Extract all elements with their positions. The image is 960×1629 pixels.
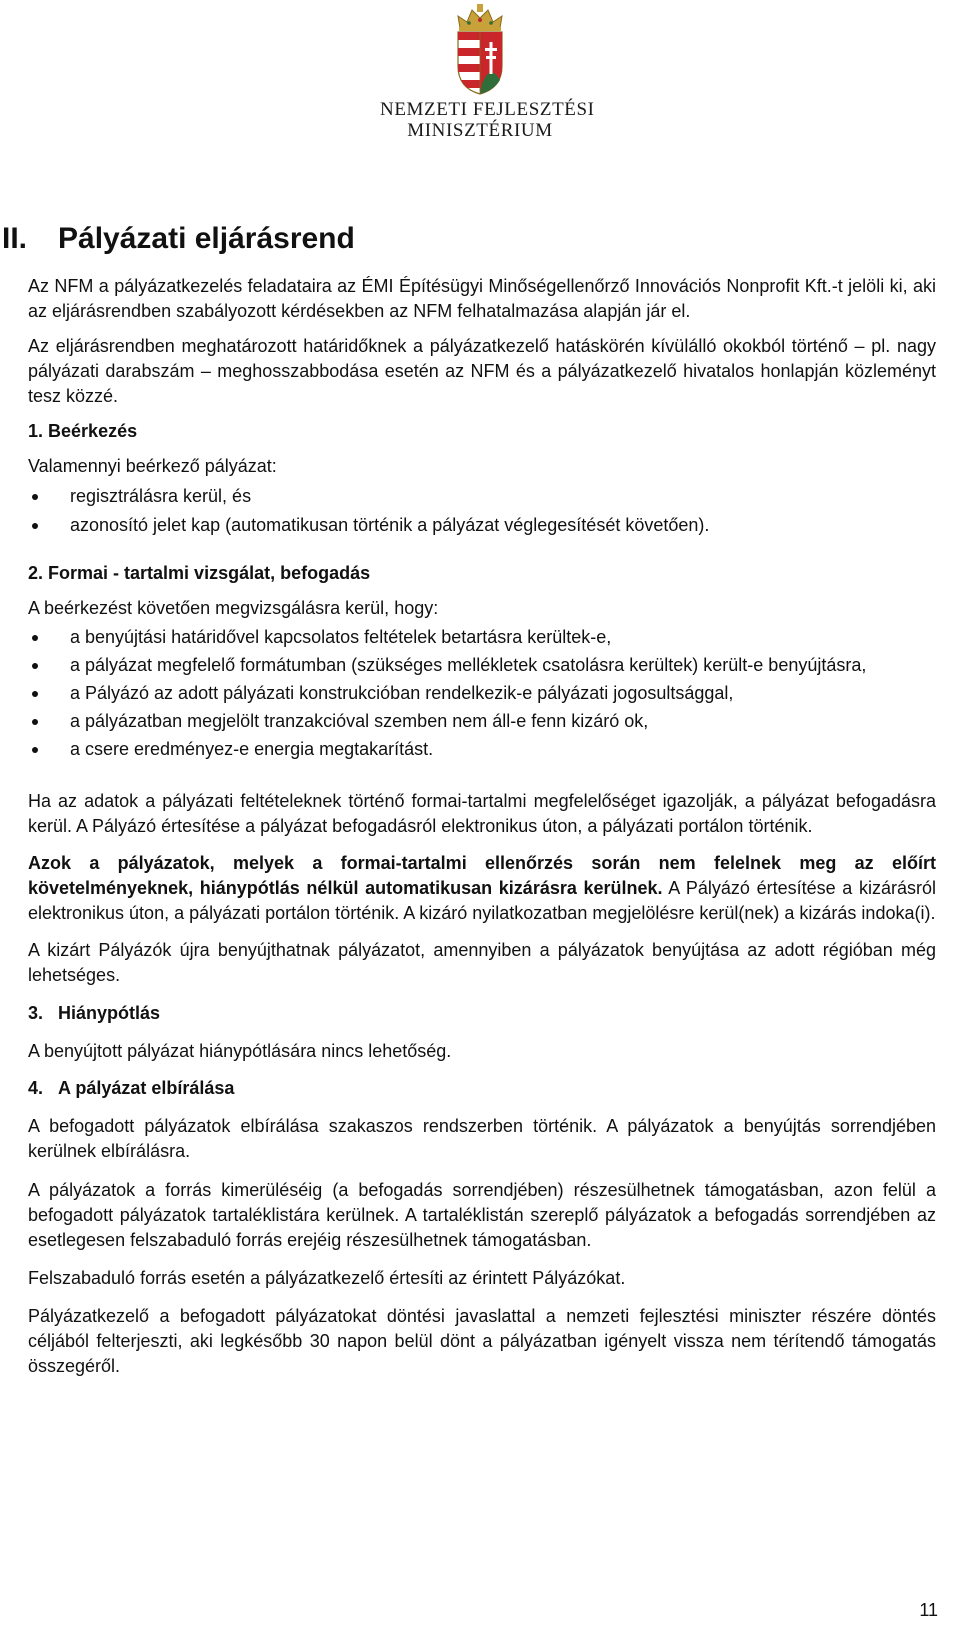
subsection-heading-2 — [28, 561, 936, 586]
bullet-icon — [32, 635, 38, 641]
list-item-text: azonosító jelet kap (automatikusan történik a pályázat véglegesítését követően). — [70, 515, 710, 535]
s3-paragraph-1: A benyújtott pályázat hiánypótlására nincs lehetőség. — [28, 1041, 452, 1061]
subsection-number: 4. — [28, 1078, 44, 1098]
list-item — [28, 513, 936, 538]
subsection-title: Beérkezés — [48, 421, 138, 441]
bullet-icon — [32, 719, 38, 725]
s2-list — [28, 625, 936, 762]
subsection-title: Formai - tartalmi vizsgálat, befogadás — [48, 563, 371, 583]
list-item — [28, 484, 936, 509]
logo-text-line2: MINISZTÉRIUM — [407, 120, 553, 141]
s4-paragraph-1: A befogadott pályázatok elbírálása szakaszos rendszerben történik. A pályázatok a benyújtás sorrendjében kerülnek elbírálásra. — [28, 1116, 936, 1161]
s2-paragraph-2 — [28, 851, 936, 926]
list-item-text: regisztrálásra kerül, és — [70, 486, 252, 506]
list-item-text: a Pályázó az adott pályázati konstrukcióban rendelkezik-e pályázati jogosultsággal, — [70, 683, 734, 703]
intro-paragraph-2: Az eljárásrendben meghatározott határidőknek a pályázatkezelő hatáskörén kívülálló okokból történő – pl. nagy pályázati darabszám – meghosszabbodása esetén az NFM és a pályázatkezelő hivatalos honlapján közleményt tesz közzé. — [28, 336, 936, 406]
s1-list — [28, 484, 936, 538]
bullet-icon — [32, 691, 38, 697]
subsection-title: Hiánypótlás — [58, 1003, 161, 1023]
s2-paragraph-3: A kizárt Pályázók újra benyújthatnak pályázatot, amennyiben a pályázatok benyújtása az adott régióban még lehetséges. — [28, 940, 936, 985]
subsection-number: 2. — [28, 563, 44, 583]
bullet-icon — [32, 747, 38, 753]
list-item-text: a pályázatban megjelölt tranzakcióval szemben nem áll-e fenn kizáró ok, — [70, 711, 649, 731]
subsection-heading-1 — [28, 419, 936, 444]
s1-lead: Valamennyi beérkező pályázat: — [28, 456, 277, 476]
subsection-number: 3. — [28, 1003, 44, 1023]
list-item — [28, 625, 936, 650]
s2-paragraph-2-bold: Azok a pályázatok, melyek a formai-tartalmi ellenőrzés során nem felelnek meg az előírt követelményeknek, hiánypótlás nélkül automatikusan kizárásra kerülnek. — [28, 853, 936, 898]
bullet-icon — [32, 663, 38, 669]
list-item — [28, 653, 936, 678]
list-item-text: a benyújtási határidővel kapcsolatos feltételek betartásra kerültek-e, — [70, 627, 612, 647]
section-title: Pályázati eljárásrend — [58, 222, 355, 255]
document-body — [2, 222, 936, 1379]
list-item — [28, 681, 936, 706]
coat-of-arms-icon — [450, 4, 510, 96]
s4-paragraph-4: Pályázatkezelő a befogadott pályázatokat döntési javaslattal a nemzeti fejlesztési miniszter részére döntés céljából felterjeszti, aki legkésőbb 30 napon belül dönt a pályázatban igényelt vissza nem térítendő támogatás összegéről. — [28, 1306, 936, 1376]
list-item-text: a csere eredményez-e energia megtakarítást. — [70, 739, 434, 759]
intro-paragraph-1: Az NFM a pályázatkezelés feladataira az ÉMI Építésügyi Minőségellenőrző Innovációs Nonprofit Kft.-t jelöli ki, aki az eljárásrendben szabályozott kérdésekben az NFM felhatalmazása alapján jár el. — [28, 276, 936, 321]
section-heading — [2, 222, 936, 256]
s2-paragraph-1: Ha az adatok a pályázati feltételeknek történő formai-tartalmi megfelelőséget igazolják, a pályázat befogadásra kerül. A Pályázó értesítése a pályázat befogadásról elektronikus úton, a pályázati portálon történik. — [28, 791, 936, 836]
subsection-heading-4 — [28, 1076, 936, 1101]
list-item — [28, 737, 936, 762]
bullet-icon — [32, 494, 38, 500]
section-number: II. — [2, 222, 28, 255]
list-item — [28, 709, 936, 734]
ministry-logo — [380, 4, 595, 141]
bullet-icon — [32, 523, 38, 529]
list-item-text: a pályázat megfelelő formátumban (szükséges mellékletek csatolásra kerültek) került-e benyújtásra, — [70, 655, 867, 675]
logo-text-line1: NEMZETI FEJLESZTÉSI — [380, 99, 595, 120]
subsection-heading-3 — [28, 1001, 936, 1026]
subsection-title: A pályázat elbírálása — [58, 1078, 235, 1098]
s4-paragraph-3: Felszabaduló forrás esetén a pályázatkezelő értesíti az érintett Pályázókat. — [28, 1268, 626, 1288]
s2-paragraph-2-rest: A Pályázó értesítése a kizárásról elektronikus úton, a pályázati portálon történik. A kizáró nyilatkozatban megjelölésre kerül(nek) a kizárás indoka(i). — [28, 878, 936, 923]
s4-paragraph-2: A pályázatok a forrás kimerüléséig (a befogadás sorrendjében) részesülhetnek támogatásban, azon felül a befogadott pályázatok tartaléklistára kerülnek. A tartaléklistán szereplő pályázatok a befogadás sorrendjében az esetlegesen felszabaduló forrás erejéig részesülhetnek támogatásban. — [28, 1180, 936, 1250]
subsection-number: 1. — [28, 421, 44, 441]
s2-lead: A beérkezést követően megvizsgálásra kerül, hogy: — [28, 598, 439, 618]
page-number: 11 — [919, 1600, 938, 1620]
